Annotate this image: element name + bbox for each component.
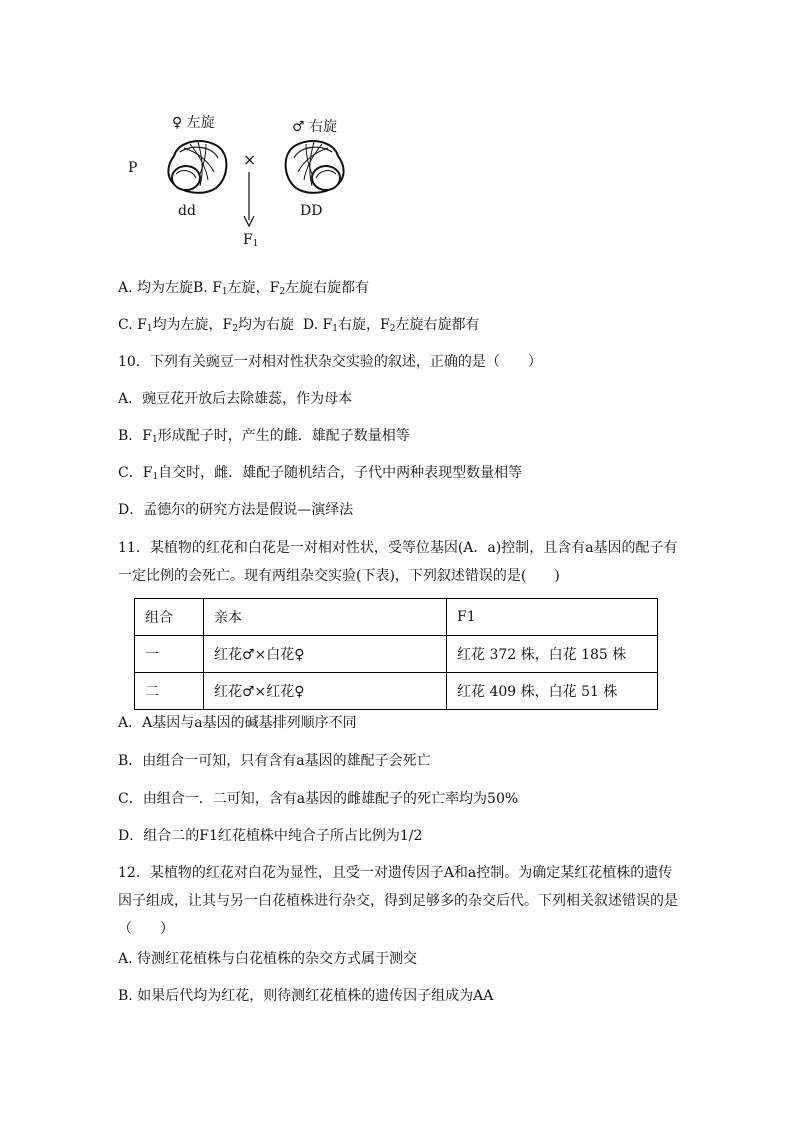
cross-symbol: × xyxy=(243,150,257,169)
down-arrow-icon xyxy=(242,172,256,228)
q11-option-c: C．由组合一．二可知，含有a基因的雌雄配子的死亡率均为50% xyxy=(118,791,519,807)
p-label: P xyxy=(128,160,138,176)
q10-option-d: D．孟德尔的研究方法是假说—演绎法 xyxy=(118,502,354,518)
q11-option-b: B．由组合一可知，只有含有a基因的雄配子会死亡 xyxy=(118,753,431,769)
q9-option-line-2: C. $F_1$均为左旋，$F_2$均为右旋 D. $F_1$右旋，$F_2$左旋右旋都有 xyxy=(118,317,480,334)
q12-option-a: A. 待测红花植株与白花植株的杂交方式属于测交 xyxy=(118,951,418,967)
q10-stem: 10．下列有关豌豆一对相对性状杂交实验的叙述，正确的是（ ） xyxy=(118,354,542,370)
q9-option-line-1: A. 均为左旋B. $F_1$左旋，$F_2$左旋右旋都有 xyxy=(118,280,370,297)
table-cell: 二 xyxy=(135,673,204,710)
q11-option-a: A．A基因与a基因的碱基排列顺序不同 xyxy=(118,715,357,731)
right-snail-shell-image xyxy=(280,134,350,198)
table-cell: 红花 372 株，白花 185 株 xyxy=(447,636,658,673)
q11-option-d: D．组合二的F1红花植株中纯合子所占比例为1/2 xyxy=(118,828,423,844)
table-header-row xyxy=(135,599,658,636)
male-label: ♂ 右旋 xyxy=(292,119,338,135)
table-cell: 红花 409 株，白花 51 株 xyxy=(447,673,658,710)
table-header-cell: F1 xyxy=(447,599,658,636)
table-row xyxy=(135,673,658,710)
male-genotype: DD xyxy=(300,203,323,219)
q12-option-b: B. 如果后代均为红花，则待测红花植株的遗传因子组成为AA xyxy=(118,988,494,1004)
table-row xyxy=(135,636,658,673)
q11-stem: 11．某植物的红花和白花是一对相对性状，受等位基因(A．a)控制，且含有a基因的配子有一定比例的会死亡。现有两组杂交实验(下表)，下列叙述错误的是( ) xyxy=(118,540,678,584)
q10-option-a: A．豌豆花开放后去除雄蕊，作为母本 xyxy=(118,391,353,407)
table-header-cell: 组合 xyxy=(135,599,204,636)
q10-option-c: C．$F_1$自交时，雌．雄配子随机结合，子代中两种表现型数量相等 xyxy=(118,465,523,482)
left-snail-shell-image xyxy=(162,134,232,198)
female-genotype: dd xyxy=(178,203,196,219)
q10-option-b: B．$F_1$形成配子时，产生的雌．雄配子数量相等 xyxy=(118,428,410,445)
female-label: ♀ 左旋 xyxy=(172,115,215,131)
q12-stem: 12．某植物的红花对白花为显性，且受一对遗传因子A和a控制。为确定某红花植株的遗传因子组成，让其与另一白花植株进行杂交，得到足够多的杂交后代。下列相关叙述错误的是（ ） xyxy=(118,865,678,937)
table-cell: 红花♂×红花♀ xyxy=(204,673,447,710)
f1-label: $F_1$ xyxy=(243,232,259,249)
table-cell: 红花♂×白花♀ xyxy=(204,636,447,673)
q11-cross-table xyxy=(134,598,658,710)
table-header-cell: 亲本 xyxy=(204,599,447,636)
table-cell: 一 xyxy=(135,636,204,673)
